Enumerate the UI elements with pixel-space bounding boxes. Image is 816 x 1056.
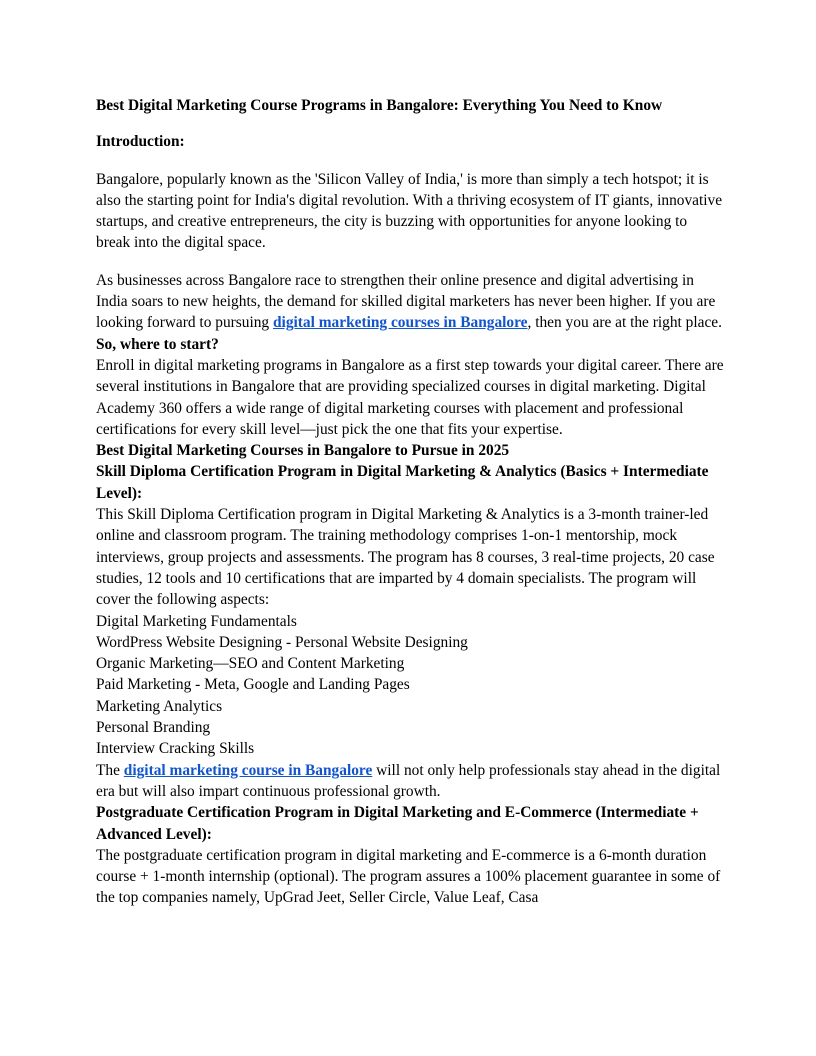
skill-closing-lead: The [96,761,124,779]
skill-closing-paragraph [96,760,724,803]
document-title: Best Digital Marketing Course Programs in Bangalore: Everything You Need to Know [96,97,663,114]
list-item: Organic Marketing—SEO and Content Marketing [96,655,405,673]
demand-paragraph-text: As businesses across Bangalore race to strengthen their online presence and digital advertising in India soars to new heights, the demand for skilled digital marketers has never been higher. If you are looking forward to pursuing [96,271,716,332]
best-courses-heading: Best Digital Marketing Courses in Bangalore to Pursue in 2025 [96,442,510,460]
list-item: Marketing Analytics [96,697,223,715]
postgraduate-heading: Postgraduate Certification Program in Digital Marketing and E-Commerce (Intermediate + Advanced Level): [96,804,699,843]
digital-marketing-courses-link[interactable]: digital marketing courses in Bangalore [272,314,528,332]
skill-diploma-paragraph: This Skill Diploma Certification program in Digital Marketing & Analytics is a 3-month trainer-led online and classroom program. The training methodology comprises 1-on-1 mentorship, mock interviews, group projects and assessments. The program has 8 courses, 3 real-time projects, 20 case studies, 12 tools and 10 certifications that are imparted by 4 domain specialists. The program will cover the following aspects: [96,506,715,609]
list-item: WordPress Website Designing - Personal Website Designing [96,633,468,651]
list-item: Interview Cracking Skills [96,740,255,758]
list-item: Paid Marketing - Meta, Google and Landing Pages [96,676,410,694]
intro-heading: Introduction: [96,133,185,151]
postgraduate-paragraph: The postgraduate certification program in digital marketing and E-commerce is a 6-month duration course + 1-month internship (optional). The program assures a 100% placement guarantee in some of the top companies namely, UpGrad Jeet, Seller Circle, Value Leaf, Casa [96,846,721,907]
skill-closing-tail: will not only help professionals stay ahead in the digital era but will also impart continuous professional growth. [96,761,721,800]
demand-paragraph [96,270,724,334]
skill-diploma-heading: Skill Diploma Certification Program in Digital Marketing & Analytics (Basics + Intermediate Level): [96,463,709,502]
where-to-start-heading: So, where to start? [96,335,219,353]
where-to-start-paragraph: Enroll in digital marketing programs in Bangalore as a first step towards your digital career. There are several institutions in Bangalore that are providing specialized courses in digital marketing. Digital Academy 360 offers a wide range of digital marketing courses with placement and professional certifications for every skill level—just pick the one that fits your expertise. [96,356,724,438]
demand-paragraph-tail: , then you are at the right place. [527,314,722,332]
document-page [96,95,724,909]
skill-topics-list [96,611,724,760]
intro-paragraph: Bangalore, popularly known as the 'Silicon Valley of India,' is more than simply a tech hotspot; it is also the starting point for India's digital revolution. With a thriving ecosystem of IT giants, innovative startups, and creative entrepreneurs, the city is buzzing with opportunities for anyone looking to break into the digital space. [96,170,723,252]
digital-marketing-course-link[interactable]: digital marketing course in Bangalore [123,761,373,779]
list-item: Digital Marketing Fundamentals [96,612,297,630]
list-item: Personal Branding [96,719,211,737]
